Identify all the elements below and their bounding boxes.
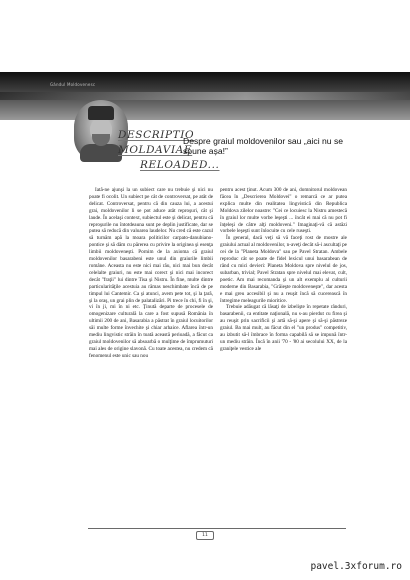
title-line-2: MOLDAVIAE xyxy=(118,144,193,156)
article-subtitle: Despre graiul moldovenilor sau „aici nu se spune așa!” xyxy=(183,136,344,156)
header-band-highlight xyxy=(0,92,410,100)
header-band-label: Gândul Moldovenesc xyxy=(50,82,96,87)
portrait-robe xyxy=(80,144,122,162)
title-line-1: DESCRIPTIO xyxy=(118,129,195,141)
title-line-3: RELOADED... xyxy=(140,159,220,171)
left-paragraph-1: Iată-ne ajunşi la un subiect care nu trebuie şi nici nu poate fi ocolit. Un subiect pe cât de controversat, pe atât de delicat. Controversat, pentru că din cauza lui, a acestui grai, moldovenilor li se pot aduce atât reproşuri, cât şi laude. În acelaşi context, subiectul este şi delicat, pentru că reproşurile nu întotdeauna sunt pe deplin justificate, dar se putea să reducă din valoarea laudelor. Nu cred că este cazul să turnăm apă la moara politicilor carpato-danubiano-pontice şi să dăm cu părerea cu privire la originea şi esenţa limbii moldoveneşti. Pornim de la axioma că graiul moldovenilor basarabeni este unul din graiurile limbii române. Aceasta nu este nici mai rău, nici mai bun decât celelalte graiuri, nu este mai corect şi nici mai incorect decât "fraţii" lui dintre Tisa şi Nistru. În fine, multe dintre particularităţile acestuia au rămas neschimbate încă de pe timpul lui Cantemir. Ca şi atunci, avem pete tot, şi la ţară, şi la oraş, un grai plin de palatalizări. Pi trece în chi, fi în şi, vi în ji, mi în ni etc. Ţinută departe de procesele de omogenizare culturală la care a fost supusă România în ultimii 200 de ani, Basarabia a păstrat în graiul locuitorilor săi multe forme învechite şi chiar arhaice. Aflarea într-un mediu lingvistic străin în toată această perioadă, a făcut ca graiul moldovenilor să absoarbă o mulţime de împrumuturi mai ales de origine slavonă. Cu toate acestea, nu credem că fenomenul este unic sau nou xyxy=(89,187,213,359)
right-paragraph-2: În general, dacă veţi să vă faceţi rost de mostre ale graiului actual al moldovenilor, n-aveţi decât să-i ascultaţi pe cei de la "Planeta Moldova" sau pe Pavel Stratan. Ambele reproduc cât se poate de fidel lexicul unui basarabean de rând cu mici devieri: Planeta Moldova spre nivelul de jos, subarban, trivial; Pavel Stratan spre nivelul mai elevat, cult, poetic. Am mai recomanda şi un alt exemplu al culturii moderne din Basarabia, "Grăieşte moldoveneşte", dar acesta e mai greu accesibil şi nu a reuşit încă să cucerească în întregime meleagurile mioritice. xyxy=(220,235,347,304)
footer-rule xyxy=(88,528,346,529)
article-column-left xyxy=(89,187,213,360)
crown-icon xyxy=(88,106,114,120)
article-column-right xyxy=(220,187,347,353)
right-paragraph-3: Trebuie adăugat că lăsaţi de izbelişte în repetate rânduri, basarabenii, ca entitate naţională, nu s-au pierdut cu firea şi au reuşit prin sacrificii şi artă să-şi apere şi să-şi păstreze graiul. Ba mai mult, au făcut din el "un produs" competitiv, au izbutit să-l îmbrace în forma capabilă să se impună într-un mediu străin. Încă în anii '70 - '80 ai secolului XX, de la graniţele vestice ale xyxy=(220,304,347,352)
right-paragraph-1: pentru acest ţinut. Acum 300 de ani, domnitorul moldovean făcea în „Descrierea Moldovei" o remarcă ce ar putea explica multe din realitatea lingvistică din Republica Moldova zilelor noastre: "Cei ce locuiesc la Nistru amestecă în graiul lor multe vorbe leşeşti ... încât ei mai că nu pot fi înţeleşi de către alţi moldoveni." Imaginaţi-vă că astăzi vorbele leşeşti sunt înlocuite cu cele ruseşti. xyxy=(220,187,347,235)
page-number: 11 xyxy=(196,531,214,540)
forum-url-watermark: pavel.3xforum.ro xyxy=(310,561,402,572)
